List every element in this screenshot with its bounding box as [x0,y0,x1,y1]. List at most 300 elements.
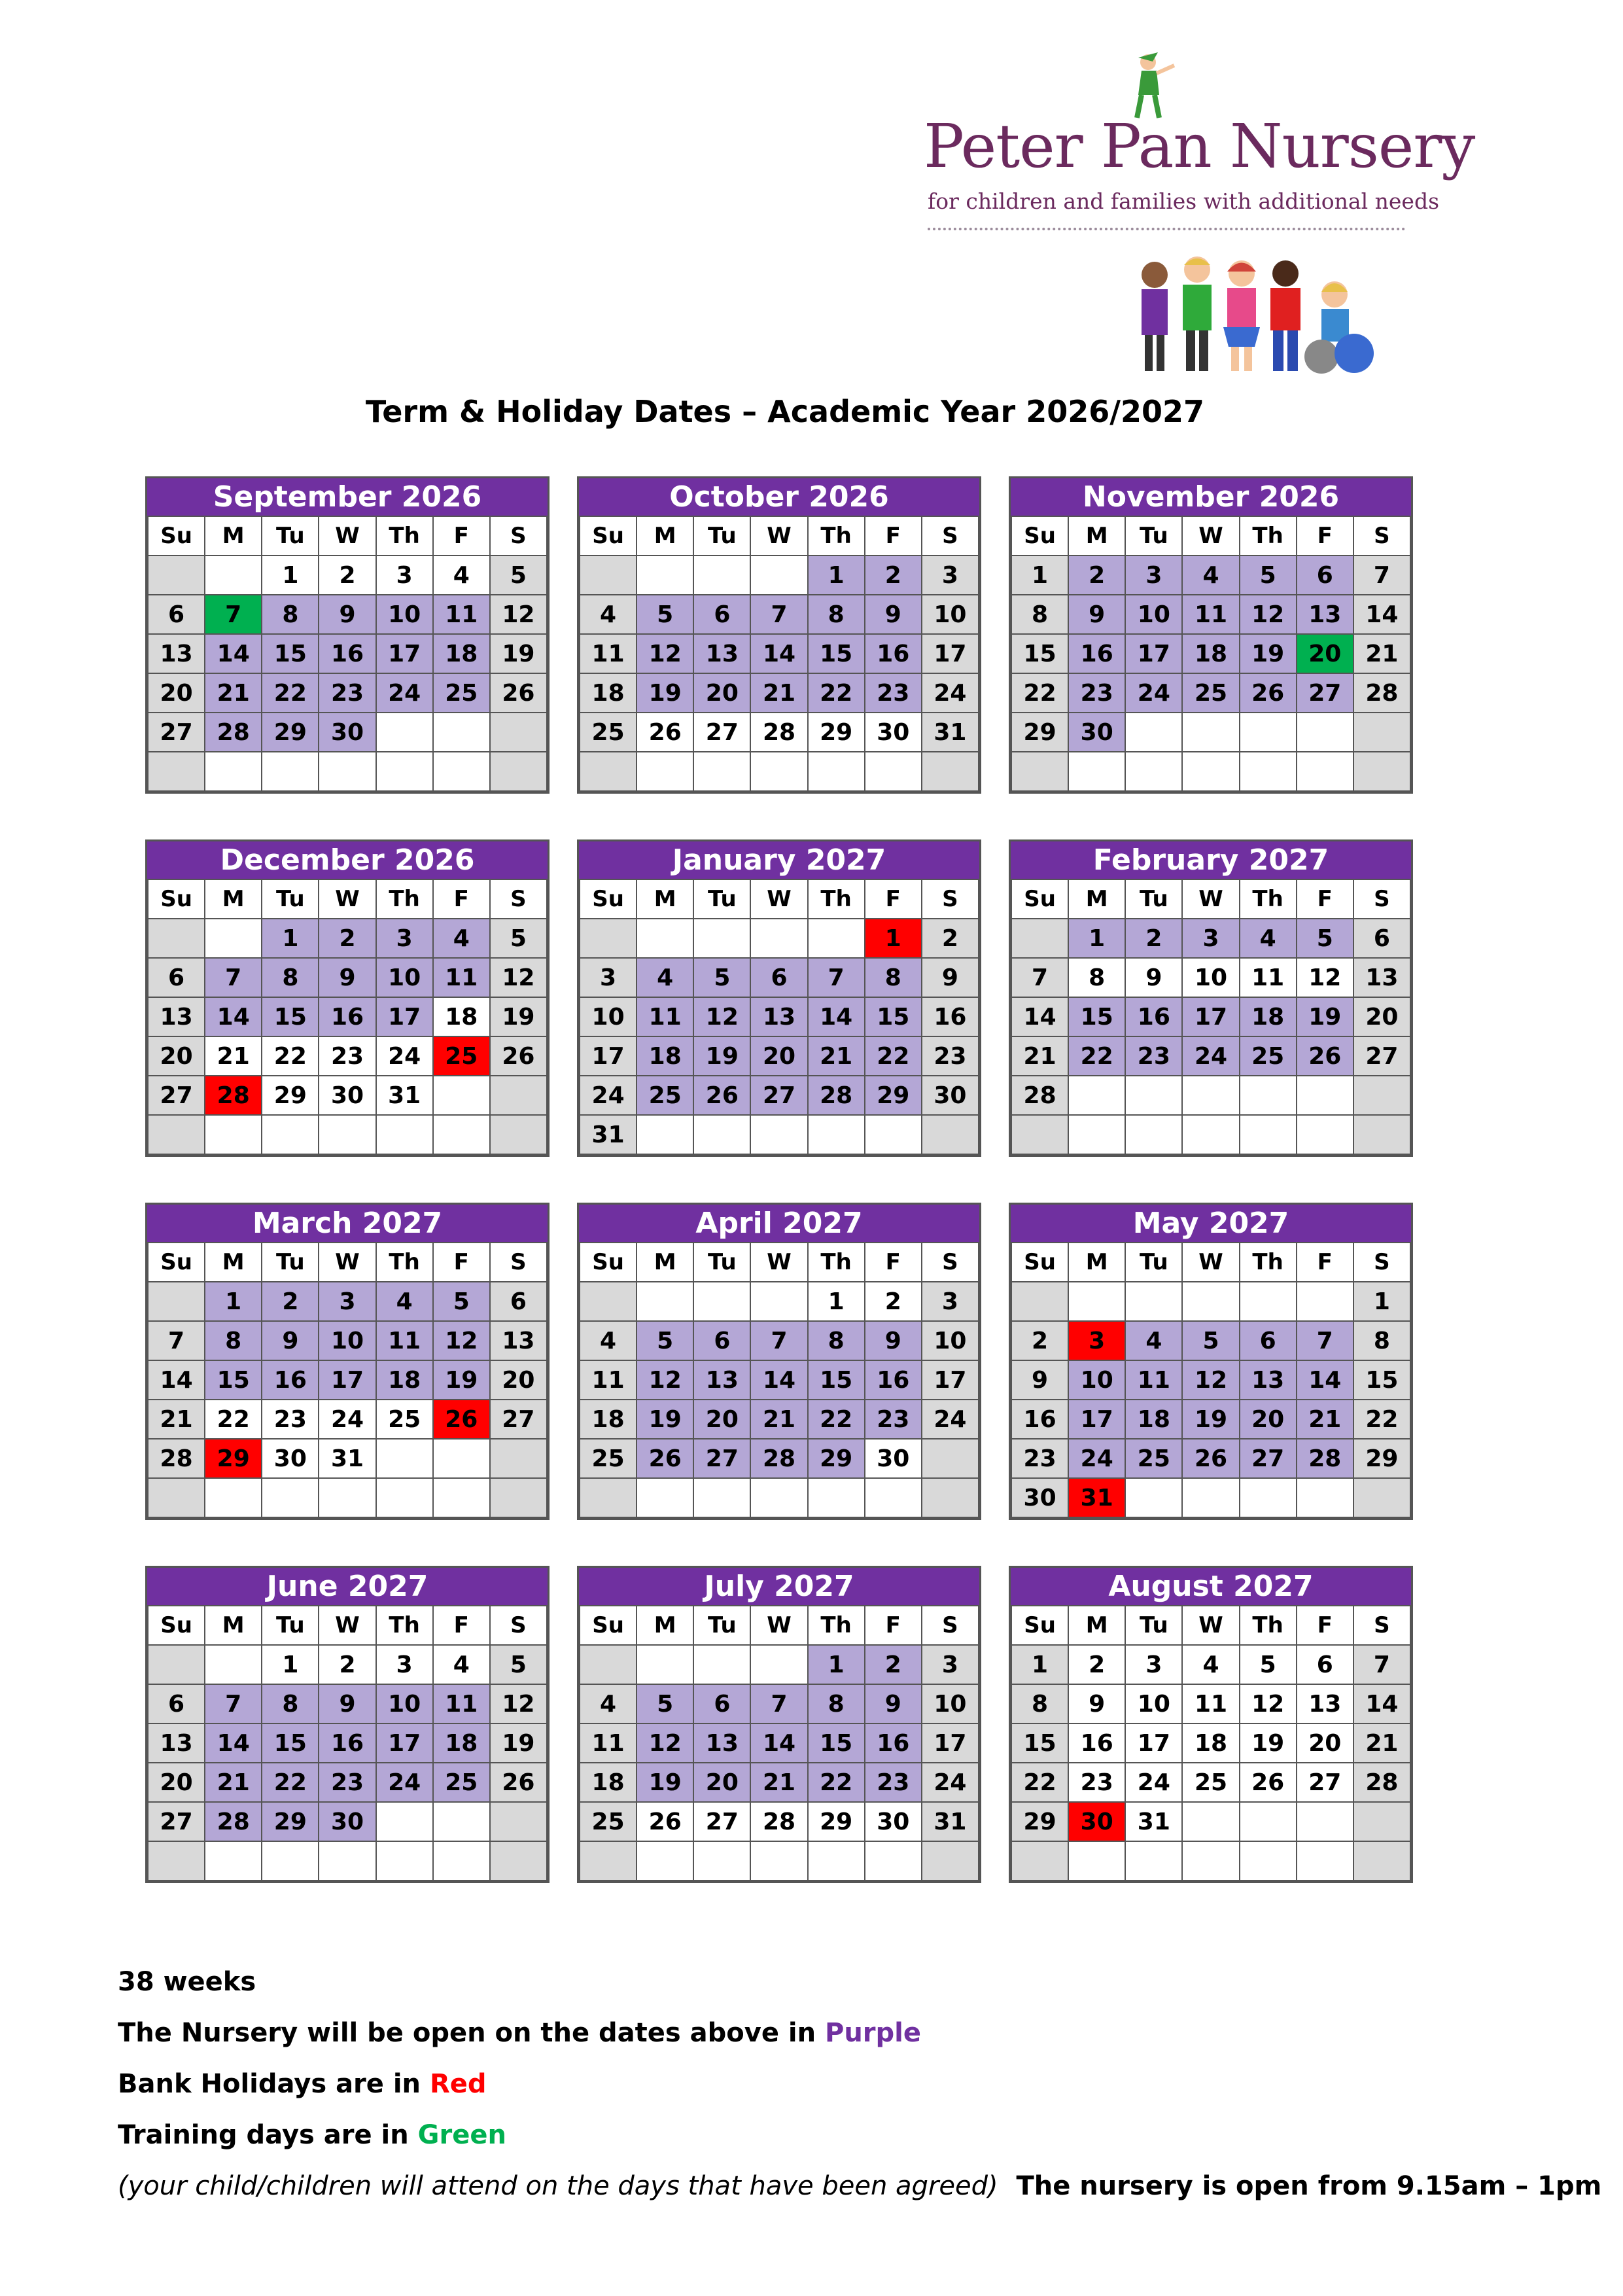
date-cell: 25 [580,713,637,752]
empty-cell [490,1076,547,1115]
date-cell: 28 [205,1076,262,1115]
date-cell: 6 [148,958,205,997]
weekday-header: W [750,516,807,556]
month-calendar [577,839,981,1157]
empty-cell [808,752,865,791]
empty-cell [1353,752,1410,791]
page-title: Term & Holiday Dates – Academic Year 2026/2027 [365,394,1205,429]
date-cell: 17 [922,634,979,673]
empty-cell [693,556,750,595]
weekday-header: Tu [1125,1606,1182,1645]
empty-cell [205,1115,262,1154]
date-cell: 21 [148,1400,205,1439]
weekday-header: S [922,879,979,919]
date-cell: 20 [148,1036,205,1076]
weekday-header: M [205,516,262,556]
date-cell: 28 [808,1076,865,1115]
date-cell: 11 [433,595,490,634]
date-cell: 6 [148,595,205,634]
date-cell: 16 [1068,1723,1125,1763]
date-cell: 20 [750,1036,807,1076]
attendance-note: (your child/children will attend on the days that have been agreed) [118,2171,998,2201]
date-cell: 1 [808,1645,865,1684]
date-cell: 6 [1353,919,1410,958]
empty-cell [1125,1076,1182,1115]
weekday-header: Th [808,879,865,919]
empty-cell [580,1841,637,1881]
date-cell: 30 [262,1439,319,1478]
empty-cell [433,1115,490,1154]
date-cell: 11 [376,1321,433,1360]
date-cell: 19 [1240,634,1297,673]
date-cell: 3 [376,556,433,595]
empty-cell [1297,1076,1353,1115]
weekday-header: Th [808,516,865,556]
weekday-header: Th [376,516,433,556]
date-cell: 24 [376,1036,433,1076]
date-cell: 30 [1068,713,1125,752]
date-cell: 20 [693,1400,750,1439]
date-cell: 23 [319,673,375,713]
date-cell: 16 [319,1723,375,1763]
date-cell: 13 [1353,958,1410,997]
date-cell: 18 [637,1036,693,1076]
date-cell: 23 [1068,1763,1125,1802]
date-cell: 30 [1068,1802,1125,1841]
empty-cell [490,1802,547,1841]
date-cell: 1 [1011,556,1068,595]
date-cell: 10 [1125,1684,1182,1723]
date-cell: 11 [1182,1684,1239,1723]
empty-cell [637,1645,693,1684]
date-cell: 19 [637,1763,693,1802]
date-cell: 29 [262,713,319,752]
date-cell: 18 [580,1400,637,1439]
date-cell: 5 [490,919,547,958]
date-cell: 6 [490,1282,547,1321]
date-cell: 15 [865,997,922,1036]
date-cell: 14 [205,1723,262,1763]
weekday-header: S [1353,1243,1410,1282]
date-cell: 27 [693,1802,750,1841]
date-cell: 28 [205,713,262,752]
empty-cell [1297,752,1353,791]
date-cell: 24 [376,673,433,713]
empty-cell [1125,1478,1182,1517]
date-cell: 16 [1011,1400,1068,1439]
empty-cell [750,752,807,791]
date-cell: 9 [922,958,979,997]
date-cell: 12 [637,1360,693,1400]
empty-cell [1182,1282,1239,1321]
date-cell: 4 [1182,556,1239,595]
date-cell: 27 [1297,1763,1353,1802]
date-cell: 7 [1297,1321,1353,1360]
date-cell: 27 [148,1076,205,1115]
date-cell: 8 [1353,1321,1410,1360]
date-cell: 10 [319,1321,375,1360]
date-cell: 22 [865,1036,922,1076]
empty-cell [205,919,262,958]
date-cell: 31 [319,1439,375,1478]
empty-cell [1125,1282,1182,1321]
weekday-header: Su [148,516,205,556]
date-cell: 5 [637,1321,693,1360]
empty-cell [376,713,433,752]
date-cell: 27 [148,1802,205,1841]
date-cell: 10 [1068,1360,1125,1400]
weekday-header: S [1353,879,1410,919]
date-cell: 2 [865,556,922,595]
empty-cell [1240,1115,1297,1154]
weekday-header: Su [1011,1606,1068,1645]
date-cell: 6 [1297,556,1353,595]
weekday-header: Th [376,1243,433,1282]
date-cell: 24 [376,1763,433,1802]
date-cell: 23 [865,673,922,713]
month-title: February 2027 [1011,841,1411,879]
open-note-text: The Nursery will be open on the dates above in [118,2018,825,2048]
date-cell: 7 [808,958,865,997]
date-cell: 22 [1068,1036,1125,1076]
weekday-header: Su [1011,1243,1068,1282]
weekday-header: Su [580,1606,637,1645]
date-cell: 17 [580,1036,637,1076]
date-cell: 7 [205,1684,262,1723]
date-cell: 17 [1068,1400,1125,1439]
empty-cell [433,713,490,752]
empty-cell [1011,1115,1068,1154]
date-cell: 20 [693,1763,750,1802]
weekday-header: Su [148,1243,205,1282]
date-cell: 3 [376,1645,433,1684]
empty-cell [319,1841,375,1881]
empty-cell [750,1841,807,1881]
weekday-header: Th [1240,516,1297,556]
date-cell: 14 [750,634,807,673]
date-cell: 21 [205,1036,262,1076]
date-cell: 28 [1353,673,1410,713]
weekday-header: S [1353,1606,1410,1645]
date-cell: 23 [319,1036,375,1076]
date-cell: 23 [865,1400,922,1439]
date-cell: 13 [693,1360,750,1400]
date-cell: 24 [922,1763,979,1802]
month-calendar [145,1203,550,1520]
date-cell: 26 [1240,673,1297,713]
date-cell: 21 [205,1763,262,1802]
date-cell: 14 [1353,1684,1410,1723]
date-cell: 31 [1125,1802,1182,1841]
date-cell: 18 [1125,1400,1182,1439]
empty-cell [1125,1115,1182,1154]
date-cell: 8 [808,595,865,634]
date-cell: 21 [750,1763,807,1802]
date-cell: 28 [205,1802,262,1841]
date-cell: 16 [319,634,375,673]
date-cell: 9 [1068,1684,1125,1723]
date-cell: 29 [865,1076,922,1115]
weeks-count: 38 weeks [118,1967,256,1997]
date-cell: 5 [1182,1321,1239,1360]
date-cell: 26 [1297,1036,1353,1076]
weekday-header: W [1182,879,1239,919]
date-cell: 15 [1011,634,1068,673]
weekday-header: Th [1240,1606,1297,1645]
month-calendar [577,1566,981,1883]
empty-cell [1297,1841,1353,1881]
date-cell: 21 [808,1036,865,1076]
date-cell: 20 [1297,634,1353,673]
weekday-header: Tu [262,879,319,919]
date-cell: 22 [205,1400,262,1439]
date-cell: 4 [580,595,637,634]
date-cell: 31 [922,713,979,752]
month-title: March 2027 [147,1205,548,1242]
empty-cell [637,1282,693,1321]
date-cell: 2 [1011,1321,1068,1360]
weekday-header: Tu [693,516,750,556]
date-cell: 13 [1297,1684,1353,1723]
date-cell: 11 [580,634,637,673]
date-cell: 3 [1125,556,1182,595]
children-illustration-icon [1125,249,1413,380]
date-cell: 12 [1240,1684,1297,1723]
date-cell: 10 [580,997,637,1036]
logo-tagline: for children and families with additional needs [928,188,1440,214]
date-cell: 11 [580,1360,637,1400]
weekday-header: M [637,1243,693,1282]
date-cell: 3 [1125,1645,1182,1684]
month-title: April 2027 [579,1205,979,1242]
date-cell: 25 [1182,673,1239,713]
date-cell: 4 [376,1282,433,1321]
empty-cell [262,1841,319,1881]
date-cell: 10 [1182,958,1239,997]
date-cell: 14 [1011,997,1068,1036]
date-cell: 5 [490,556,547,595]
date-cell: 26 [1182,1439,1239,1478]
date-cell: 29 [808,713,865,752]
empty-cell [1240,1076,1297,1115]
empty-cell [637,752,693,791]
weekday-header: Th [808,1606,865,1645]
empty-cell [1182,1076,1239,1115]
logo-dotted-rule [928,228,1405,230]
date-cell: 9 [319,1684,375,1723]
date-cell: 2 [319,1645,375,1684]
date-cell: 12 [693,997,750,1036]
date-cell: 16 [262,1360,319,1400]
date-cell: 8 [205,1321,262,1360]
weekday-header: W [1182,516,1239,556]
weekday-header: Tu [1125,1243,1182,1282]
empty-cell [1011,752,1068,791]
date-cell: 8 [1011,1684,1068,1723]
date-cell: 19 [490,997,547,1036]
month-title: December 2026 [147,841,548,879]
empty-cell [148,919,205,958]
date-cell: 1 [865,919,922,958]
date-cell: 23 [1125,1036,1182,1076]
date-cell: 9 [319,595,375,634]
empty-cell [1068,1841,1125,1881]
date-cell: 27 [693,1439,750,1478]
date-cell: 22 [262,1763,319,1802]
date-cell: 12 [1182,1360,1239,1400]
date-cell: 14 [750,1360,807,1400]
date-cell: 2 [262,1282,319,1321]
weekday-header: W [319,516,375,556]
date-cell: 9 [1068,595,1125,634]
weekday-header: F [1297,879,1353,919]
date-cell: 12 [1240,595,1297,634]
date-cell: 7 [750,595,807,634]
date-cell: 1 [262,919,319,958]
date-cell: 8 [262,1684,319,1723]
month-calendar [1009,476,1413,794]
date-cell: 23 [262,1400,319,1439]
date-cell: 29 [1011,713,1068,752]
date-cell: 30 [319,1076,375,1115]
date-cell: 17 [1125,1723,1182,1763]
weekday-header: Th [376,1606,433,1645]
date-cell: 14 [148,1360,205,1400]
date-cell: 2 [865,1645,922,1684]
date-cell: 15 [262,634,319,673]
weekday-header: Tu [693,1243,750,1282]
date-cell: 1 [205,1282,262,1321]
date-cell: 26 [490,673,547,713]
date-cell: 20 [1297,1723,1353,1763]
date-cell: 25 [580,1439,637,1478]
date-cell: 13 [1240,1360,1297,1400]
date-cell: 4 [1182,1645,1239,1684]
date-cell: 1 [1068,919,1125,958]
month-calendar [1009,1566,1413,1883]
date-cell: 30 [865,1439,922,1478]
empty-cell [1182,1115,1239,1154]
date-cell: 16 [865,634,922,673]
date-cell: 7 [205,958,262,997]
empty-cell [205,752,262,791]
date-cell: 12 [490,595,547,634]
weekday-header: M [205,879,262,919]
date-cell: 21 [750,673,807,713]
date-cell: 21 [1297,1400,1353,1439]
date-cell: 27 [490,1400,547,1439]
training-note [118,2110,1596,2161]
date-cell: 29 [1011,1802,1068,1841]
empty-cell [1011,1282,1068,1321]
empty-cell [433,1076,490,1115]
bank-color-word: Red [429,2069,487,2099]
empty-cell [693,919,750,958]
empty-cell [580,1282,637,1321]
empty-cell [148,1282,205,1321]
date-cell: 30 [1011,1478,1068,1517]
date-cell: 27 [1240,1439,1297,1478]
empty-cell [1353,1115,1410,1154]
date-cell: 30 [865,713,922,752]
empty-cell [750,1115,807,1154]
weekday-header: Tu [693,1606,750,1645]
weekday-header: F [865,1606,922,1645]
date-cell: 6 [1240,1321,1297,1360]
date-cell: 27 [1297,673,1353,713]
empty-cell [637,1841,693,1881]
date-cell: 30 [922,1076,979,1115]
empty-cell [750,1282,807,1321]
date-cell: 4 [637,958,693,997]
date-cell: 15 [1068,997,1125,1036]
empty-cell [433,752,490,791]
date-cell: 22 [1353,1400,1410,1439]
weekday-header: S [922,516,979,556]
date-cell: 4 [433,556,490,595]
date-cell: 3 [319,1282,375,1321]
date-cell: 20 [148,673,205,713]
date-cell: 26 [433,1400,490,1439]
date-cell: 9 [1011,1360,1068,1400]
opening-hours: The nursery is open from 9.15am – 1pm [1016,2171,1602,2201]
date-cell: 7 [1353,556,1410,595]
date-cell: 18 [580,673,637,713]
weekday-header: Su [580,1243,637,1282]
date-cell: 4 [1240,919,1297,958]
date-cell: 25 [1240,1036,1297,1076]
empty-cell [376,1478,433,1517]
date-cell: 6 [693,595,750,634]
date-cell: 8 [262,958,319,997]
empty-cell [148,1645,205,1684]
date-cell: 26 [1240,1763,1297,1802]
date-cell: 24 [1125,1763,1182,1802]
date-cell: 11 [1182,595,1239,634]
date-cell: 19 [637,673,693,713]
weekday-header: W [750,1606,807,1645]
date-cell: 20 [148,1763,205,1802]
date-cell: 16 [1125,997,1182,1036]
empty-cell [376,1802,433,1841]
weekday-header: M [1068,879,1125,919]
date-cell: 7 [750,1684,807,1723]
date-cell: 13 [750,997,807,1036]
date-cell: 8 [808,1684,865,1723]
month-title: November 2026 [1011,478,1411,516]
empty-cell [637,1478,693,1517]
date-cell: 12 [1297,958,1353,997]
date-cell: 22 [808,673,865,713]
empty-cell [693,1282,750,1321]
date-cell: 10 [376,595,433,634]
open-note [118,2007,1596,2058]
date-cell: 21 [1353,634,1410,673]
date-cell: 11 [580,1723,637,1763]
empty-cell [1297,1115,1353,1154]
date-cell: 28 [1011,1076,1068,1115]
weekday-header: M [1068,1243,1125,1282]
date-cell: 18 [433,634,490,673]
empty-cell [1297,1478,1353,1517]
date-cell: 12 [433,1321,490,1360]
date-cell: 19 [1240,1723,1297,1763]
weekday-header: Su [148,1606,205,1645]
empty-cell [1068,1282,1125,1321]
date-cell: 25 [376,1400,433,1439]
date-cell: 22 [1011,1763,1068,1802]
date-cell: 15 [808,634,865,673]
